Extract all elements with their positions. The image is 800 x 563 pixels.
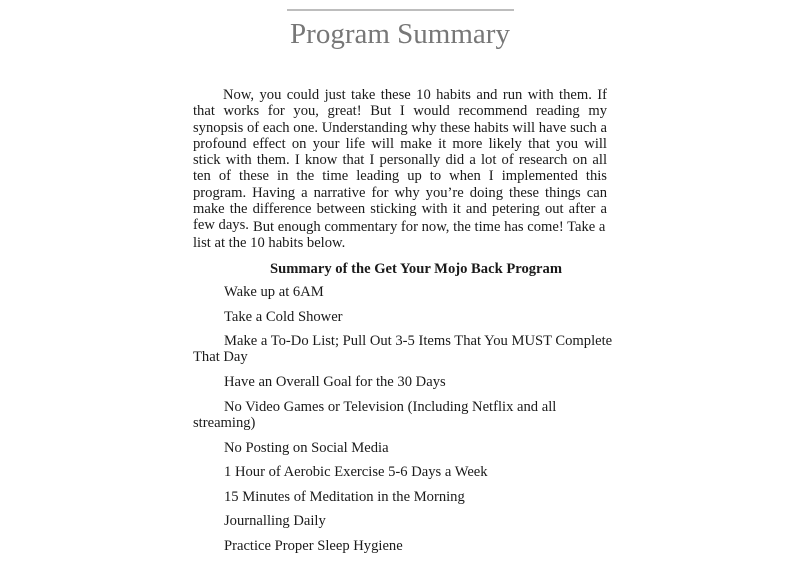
habit-item-6: No Posting on Social Media [224,439,389,456]
habit-item-9: Journalling Daily [224,513,326,530]
habit-list [193,284,613,563]
habit-item-3: Make a To-Do List; Pull Out 3-5 Items That You MUST Complete That Day [193,333,613,366]
habit-item-10: Practice Proper Sleep Hygiene [224,537,403,554]
habit-item-8: 15 Minutes of Meditation in the Morning [224,488,465,505]
commentary-paragraph: But enough commentary for now, the time has come! Take a list at the 10 habits below. [193,219,606,252]
habit-item-1: Wake up at 6AM [224,284,324,300]
summary-heading: Summary of the Get Your Mojo Back Program [270,261,562,277]
habit-item-4: Have an Overall Goal for the 30 Days [224,374,446,391]
title-rule [287,9,514,11]
habit-item-7: 1 Hour of Aerobic Exercise 5-6 Days a Week [224,464,488,481]
habit-item-5: No Video Games or Television (Including Netflix and all streaming) [193,398,557,431]
page-title: Program Summary [290,18,510,50]
intro-paragraph: Now, you could just take these 10 habits and run with them. If that works for you, great! But I would recommend reading my synopsis of each one. Understanding why these habits will have such a profound effect on your life will make it more likely that you will stick with them. I know that I personally did a lot of research on all ten of these in the time leading up to when I implemented this program. Having a narrative for why you’re doing these things can make the difference between sticking with it and petering out after a few days. [193,87,607,234]
habit-item-2: Take a Cold Shower [224,308,343,325]
